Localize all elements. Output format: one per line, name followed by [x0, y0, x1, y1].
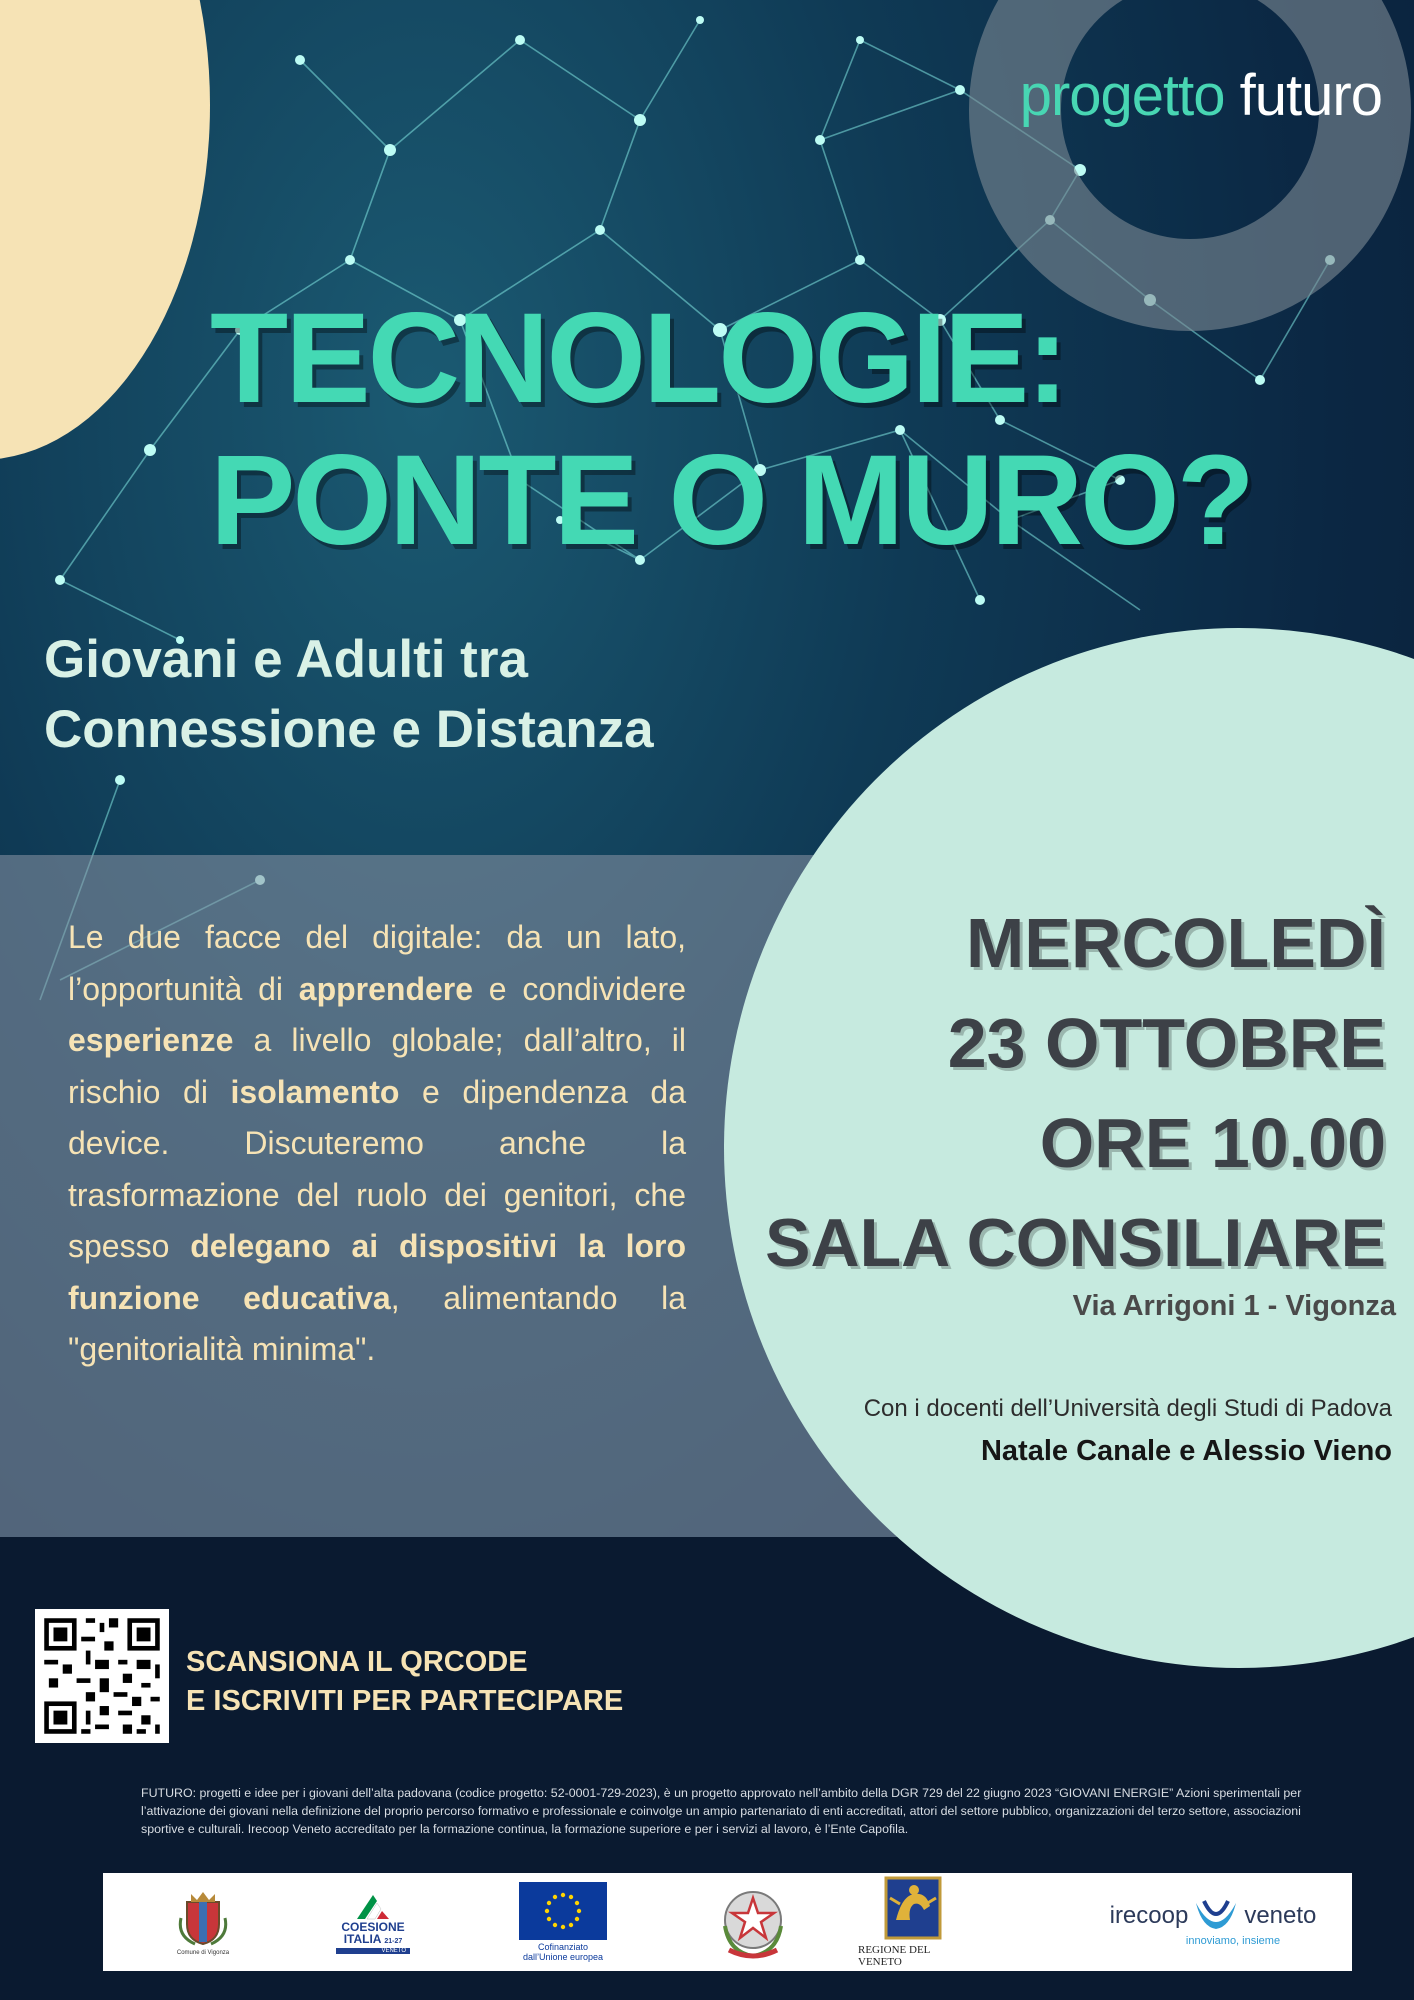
eu-caption-2: dall’Unione europea — [522, 1952, 604, 1962]
desc-highlight: esperienze — [68, 1022, 234, 1058]
irecoop-word: irecoop — [1109, 1902, 1189, 1929]
progetto-futuro-logo — [1020, 62, 1382, 129]
regione-caption: REGIONE DEL VENETO — [858, 1944, 930, 1968]
irecoop-veneto-word: veneto — [1244, 1902, 1317, 1929]
veneto-lion-icon — [884, 1876, 942, 1940]
repubblica-emblem-icon — [715, 1880, 791, 1964]
subtitle — [44, 625, 804, 765]
logo-comune-vigonza — [158, 1873, 248, 1971]
logo-part-progetto: progetto — [1019, 63, 1225, 128]
qr-code[interactable] — [35, 1609, 169, 1743]
event-day: MERCOLEDÌ — [966, 904, 1386, 982]
logo-repubblica-italiana — [713, 1873, 793, 1971]
speakers-intro: Con i docenti dell’Università degli Studi di Padova — [863, 1395, 1392, 1422]
desc-text: e condividere — [473, 970, 687, 1007]
eu-flag-icon — [519, 1882, 607, 1940]
cta-text — [186, 1643, 623, 1721]
desc-highlight: delegano ai dispositivi la loro funzione educativa — [68, 1228, 687, 1316]
irecoop-icon — [1192, 1897, 1240, 1935]
desc-text: e dipendenza da device. Discuteremo anche la trasformazione del ruolo dei genitori, che spesso — [68, 1073, 687, 1264]
logo-irecoop-veneto — [1088, 1873, 1338, 1971]
qr-code-icon — [35, 1609, 169, 1743]
coesione-logo-icon — [351, 1891, 395, 1921]
logo-eu — [508, 1873, 618, 1971]
main-title — [210, 288, 1390, 572]
cta-line-1: SCANSIONA IL QRCODE — [186, 1646, 528, 1678]
subtitle-line-2: Connessione e Distanza — [44, 700, 654, 759]
partner-logos-bar — [103, 1873, 1352, 1971]
logo-coesione-italia — [323, 1873, 423, 1971]
event-venue: SALA CONSILIARE — [765, 1205, 1386, 1281]
coesione-word-2: ITALIA — [343, 1931, 382, 1946]
event-time: ORE 10.00 — [1039, 1104, 1386, 1182]
logo-regione-veneto — [858, 1873, 968, 1971]
desc-text: a livello globale; dall’altro, il rischio di — [68, 1022, 686, 1110]
event-address: Via Arrigoni 1 - Vigonza — [1072, 1290, 1396, 1322]
desc-highlight: isolamento — [230, 1073, 400, 1110]
event-description — [68, 912, 686, 1376]
eu-caption-1: Cofinanziato — [537, 1942, 589, 1952]
comune-crest-icon — [177, 1888, 229, 1948]
legal-notice: FUTURO: progetti e idee per i giovani dell’alta padovana (codice progetto: 52-0001-729-2023), è un progetto approvato nell’ambito della DGR 729 del 22 giugno 2023 “GIOVANI ENERGIE” Azioni sperimentali per l’attivazione dei giovani nella definizione del proprio percorso formativo e professionale e coinvolge un ampio partenariato di enti accreditati, attori del settore pubblico, organizzazioni del terzo settore, associazioni sportive e culturali. Irecoop Veneto accreditato per la formazione continua, la formazione superiore e per i servizi al lavoro, è l’Ente Capofila. — [141, 1786, 1302, 1836]
desc-text: Le due facce del digitale: da un lato, l’opportunità di — [68, 919, 686, 1007]
vigonza-caption: Comune di Vigonza — [176, 1950, 230, 1956]
subtitle-line-1: Giovani e Adulti tra — [44, 630, 528, 689]
speakers-names: Natale Canale e Alessio Vieno — [980, 1435, 1392, 1467]
logo-part-futuro: futuro — [1239, 63, 1382, 128]
cta-line-2: E ISCRIVITI PER PARTECIPARE — [186, 1685, 624, 1717]
event-datetime — [666, 893, 1386, 1293]
coesione-region: VENETO — [336, 1948, 410, 1954]
coesione-word-1: COESIONE — [341, 1919, 405, 1934]
title-line-1: TECNOLOGIE: — [210, 287, 1066, 430]
event-date: 23 OTTOBRE — [947, 1004, 1386, 1082]
title-line-2: PONTE O MURO? — [210, 429, 1252, 572]
desc-text: , alimentando la "genitorialità minima". — [68, 1279, 687, 1367]
desc-highlight: apprendere — [298, 970, 474, 1007]
irecoop-tagline: innoviamo, insieme — [1185, 1935, 1281, 1947]
coesione-years: 21-27 — [384, 1937, 403, 1945]
